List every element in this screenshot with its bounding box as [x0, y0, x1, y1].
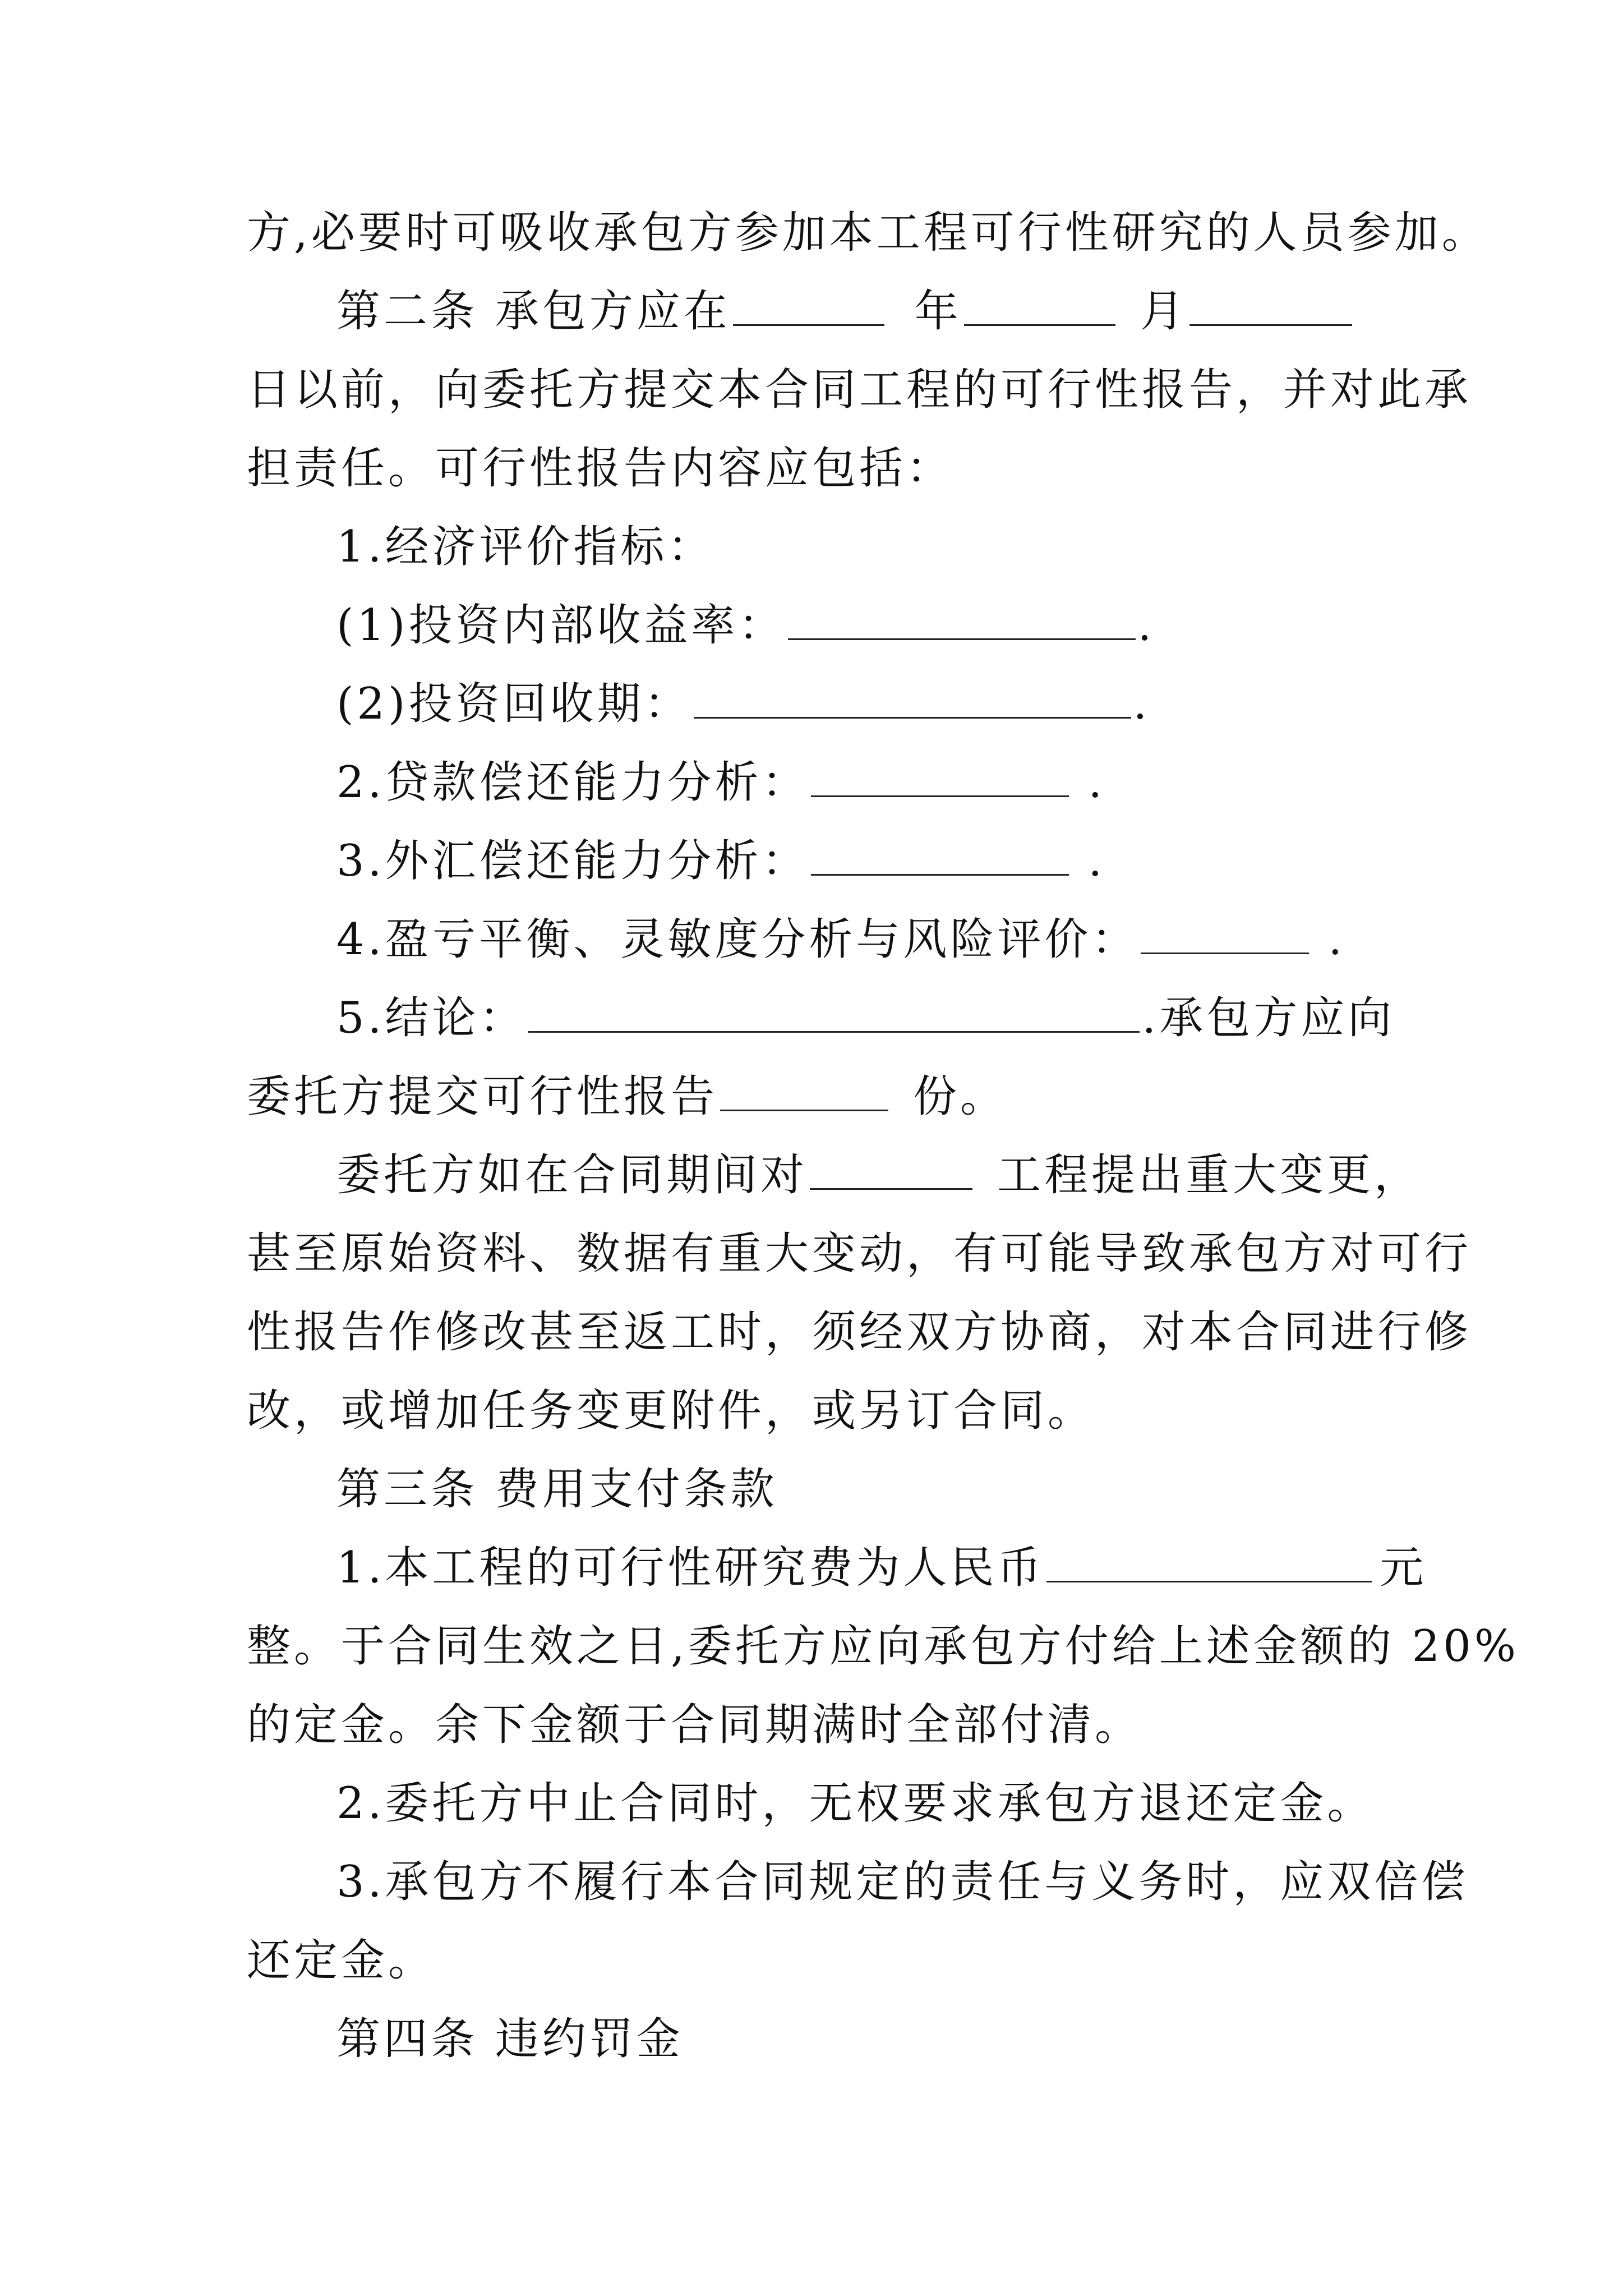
text: .	[1088, 757, 1106, 808]
paragraph-line	[247, 1694, 1142, 1756]
text: 性报告作修改甚至返工时，须经双方协商，对本合同进行修	[247, 1307, 1472, 1358]
risk-blank	[1141, 913, 1309, 954]
text: 3.承包方不履行本合同规定的责任与义务时，应双倍偿	[336, 1857, 1469, 1907]
paragraph-line	[247, 438, 953, 499]
fee-blank	[1046, 1542, 1372, 1582]
text: 第二条 承包方应在	[336, 286, 731, 337]
text: 4.盈亏平衡、灵敏度分析与风险评价：	[336, 914, 1139, 965]
day-blank	[1189, 285, 1352, 326]
paragraph-line	[247, 1301, 1472, 1363]
text: 5.结论：	[336, 993, 527, 1043]
text: .	[1328, 914, 1346, 965]
text: 委托方如在合同期间对	[336, 1150, 808, 1200]
text: 甚至原始资料、数据有重大变动，有可能导致承包方对可行	[247, 1228, 1472, 1279]
text: 月	[1140, 286, 1187, 337]
section-heading	[336, 2008, 684, 2070]
paragraph-line	[247, 1930, 435, 1991]
irr-blank	[788, 599, 1136, 640]
text: .承包方应向	[1142, 993, 1395, 1043]
text: 元	[1380, 1543, 1427, 1593]
text: 委托方提交可行性报告	[247, 1071, 718, 1122]
list-item	[336, 673, 1150, 735]
text: 改，或增加任务变更附件，或另订合同。	[247, 1386, 1095, 1436]
copies-blank	[720, 1070, 888, 1111]
list-item	[336, 1537, 1427, 1599]
month-blank	[964, 285, 1115, 326]
text: 2.贷款偿还能力分析：	[336, 757, 809, 808]
conclusion-blank	[528, 992, 1140, 1033]
text: 份。	[913, 1071, 1008, 1122]
loan-blank	[811, 756, 1069, 797]
section-heading	[336, 1458, 778, 1520]
list-item	[336, 752, 1105, 813]
text: 年	[914, 286, 962, 337]
text: (2)投资回收期：	[336, 679, 691, 729]
paragraph-line	[247, 1380, 1095, 1442]
project-blank	[810, 1149, 972, 1190]
text: 工程提出重大变更，	[997, 1150, 1422, 1200]
paragraph-line	[247, 1223, 1472, 1285]
text: 1.本工程的可行性研究费为人民币	[336, 1543, 1045, 1593]
forex-blank	[811, 835, 1069, 876]
text: .	[1137, 600, 1155, 651]
list-item	[336, 595, 1155, 656]
paragraph-line	[247, 202, 1489, 264]
text: 3.外汇偿还能力分析：	[336, 836, 809, 886]
text: 还定金。	[247, 1935, 436, 1986]
text: 整。于合同生效之日,委托方应向承包方付给上述金额的 20%	[247, 1621, 1519, 1672]
payback-blank	[694, 678, 1131, 719]
text: .	[1133, 679, 1151, 729]
text: 2.委托方中止合同时，无权要求承包方退还定金。	[336, 1778, 1375, 1829]
paragraph-line	[247, 359, 1472, 421]
text: 方,必要时可吸收承包方参加本工程可行性研究的人员参加。	[247, 208, 1489, 258]
text: 第三条 费用支付条款	[336, 1464, 778, 1515]
paragraph-line	[247, 1066, 1007, 1128]
paragraph-line	[336, 1144, 1421, 1206]
text: .	[1088, 836, 1106, 886]
text: 的定金。余下金额于合同期满时全部付清。	[247, 1700, 1142, 1750]
text: 1.经济评价指标：	[336, 522, 715, 572]
list-item	[336, 516, 714, 578]
list-item	[336, 830, 1105, 892]
list-item	[336, 1773, 1374, 1834]
list-item	[336, 1851, 1468, 1913]
text: 日以前，向委托方提交本合同工程的可行性报告，并对此承	[247, 365, 1472, 415]
text: (1)投资内部收益率：	[336, 600, 786, 651]
list-item	[336, 909, 1345, 970]
year-blank	[733, 285, 884, 326]
paragraph-line	[247, 1616, 1519, 1677]
list-item	[336, 987, 1395, 1049]
text: 担责任。可行性报告内容应包括：	[247, 443, 954, 494]
text: 第四条 违约罚金	[336, 2014, 684, 2064]
article-2-line	[336, 280, 1354, 342]
